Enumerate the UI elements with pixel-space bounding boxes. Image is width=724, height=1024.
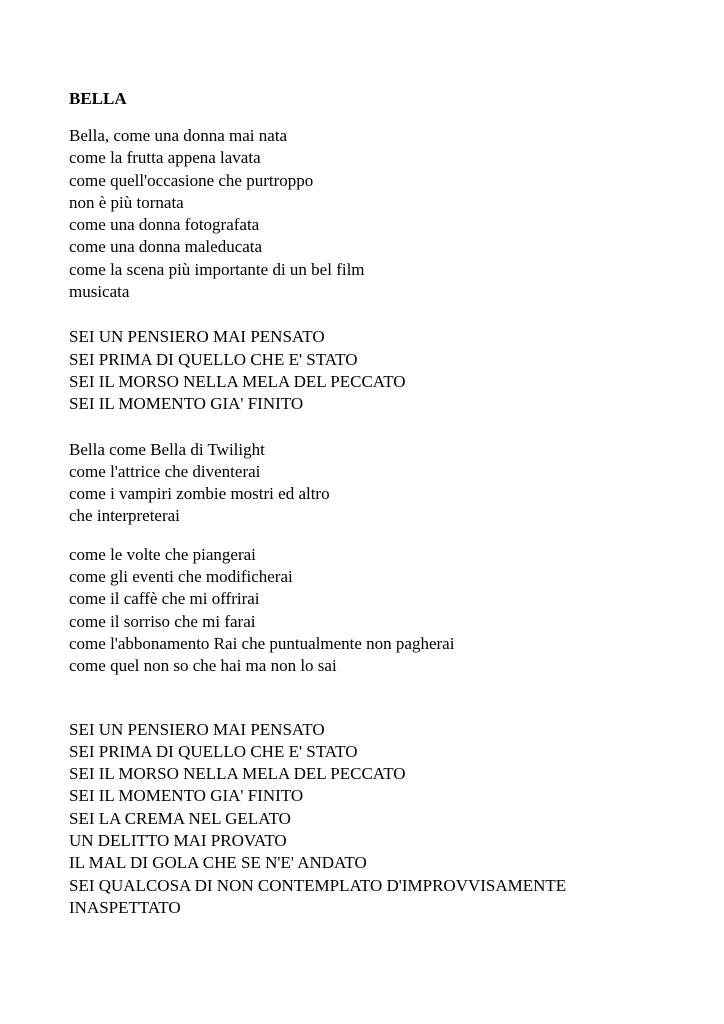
lyric-line: SEI IL MORSO NELLA MELA DEL PECCATO bbox=[69, 764, 406, 784]
lyric-line: come la scena più importante di un bel film bbox=[69, 259, 365, 279]
lyric-line: SEI LA CREMA NEL GELATO bbox=[69, 808, 291, 828]
document-page bbox=[69, 88, 709, 919]
stanza-4 bbox=[69, 544, 709, 678]
lyric-line: SEI QUALCOSA DI NON CONTEMPLATO D'IMPROVVISAMENTE bbox=[69, 875, 567, 895]
stanza-2-chorus bbox=[69, 326, 709, 415]
stanza-5-chorus bbox=[69, 719, 709, 920]
lyric-line: SEI UN PENSIERO MAI PENSATO bbox=[69, 327, 325, 347]
lyric-line: SEI IL MOMENTO GIA' FINITO bbox=[69, 394, 304, 414]
lyric-line: come una donna maleducata bbox=[69, 237, 263, 257]
lyric-line: come una donna fotografata bbox=[69, 215, 260, 235]
lyric-line: come il sorriso che mi farai bbox=[69, 611, 256, 631]
lyric-line: come l'abbonamento Rai che puntualmente non pagherai bbox=[69, 633, 455, 653]
lyric-line: come la frutta appena lavata bbox=[69, 148, 261, 168]
lyric-line: SEI PRIMA DI QUELLO CHE E' STATO bbox=[69, 741, 358, 761]
lyric-line: SEI PRIMA DI QUELLO CHE E' STATO bbox=[69, 349, 358, 369]
lyric-line: che interpreterai bbox=[69, 506, 180, 526]
lyric-line: Bella come Bella di Twilight bbox=[69, 439, 265, 459]
lyric-line: UN DELITTO MAI PROVATO bbox=[69, 831, 287, 851]
lyric-line: IL MAL DI GOLA CHE SE N'E' ANDATO bbox=[69, 853, 367, 873]
lyric-line: come le volte che piangerai bbox=[69, 544, 256, 564]
lyric-line: come quel non so che hai ma non lo sai bbox=[69, 656, 337, 676]
lyric-line: SEI UN PENSIERO MAI PENSATO bbox=[69, 719, 325, 739]
stanza-1 bbox=[69, 125, 709, 303]
lyric-line: SEI IL MOMENTO GIA' FINITO bbox=[69, 786, 304, 806]
lyric-line: come i vampiri zombie mostri ed altro bbox=[69, 484, 330, 504]
stanza-3 bbox=[69, 439, 709, 528]
lyric-line: come gli eventi che modificherai bbox=[69, 567, 293, 587]
document-title: BELLA bbox=[69, 89, 127, 108]
lyric-line: non è più tornata bbox=[69, 192, 184, 212]
lyric-line: SEI IL MORSO NELLA MELA DEL PECCATO bbox=[69, 371, 406, 391]
lyric-line: come l'attrice che diventerai bbox=[69, 461, 261, 481]
lyric-line: come il caffè che mi offrirai bbox=[69, 589, 260, 609]
lyric-line: Bella, come una donna mai nata bbox=[69, 126, 288, 145]
lyric-line: musicata bbox=[69, 282, 130, 302]
lyric-line: come quell'occasione che purtroppo bbox=[69, 170, 314, 190]
lyric-line: INASPETTATO bbox=[69, 897, 181, 917]
